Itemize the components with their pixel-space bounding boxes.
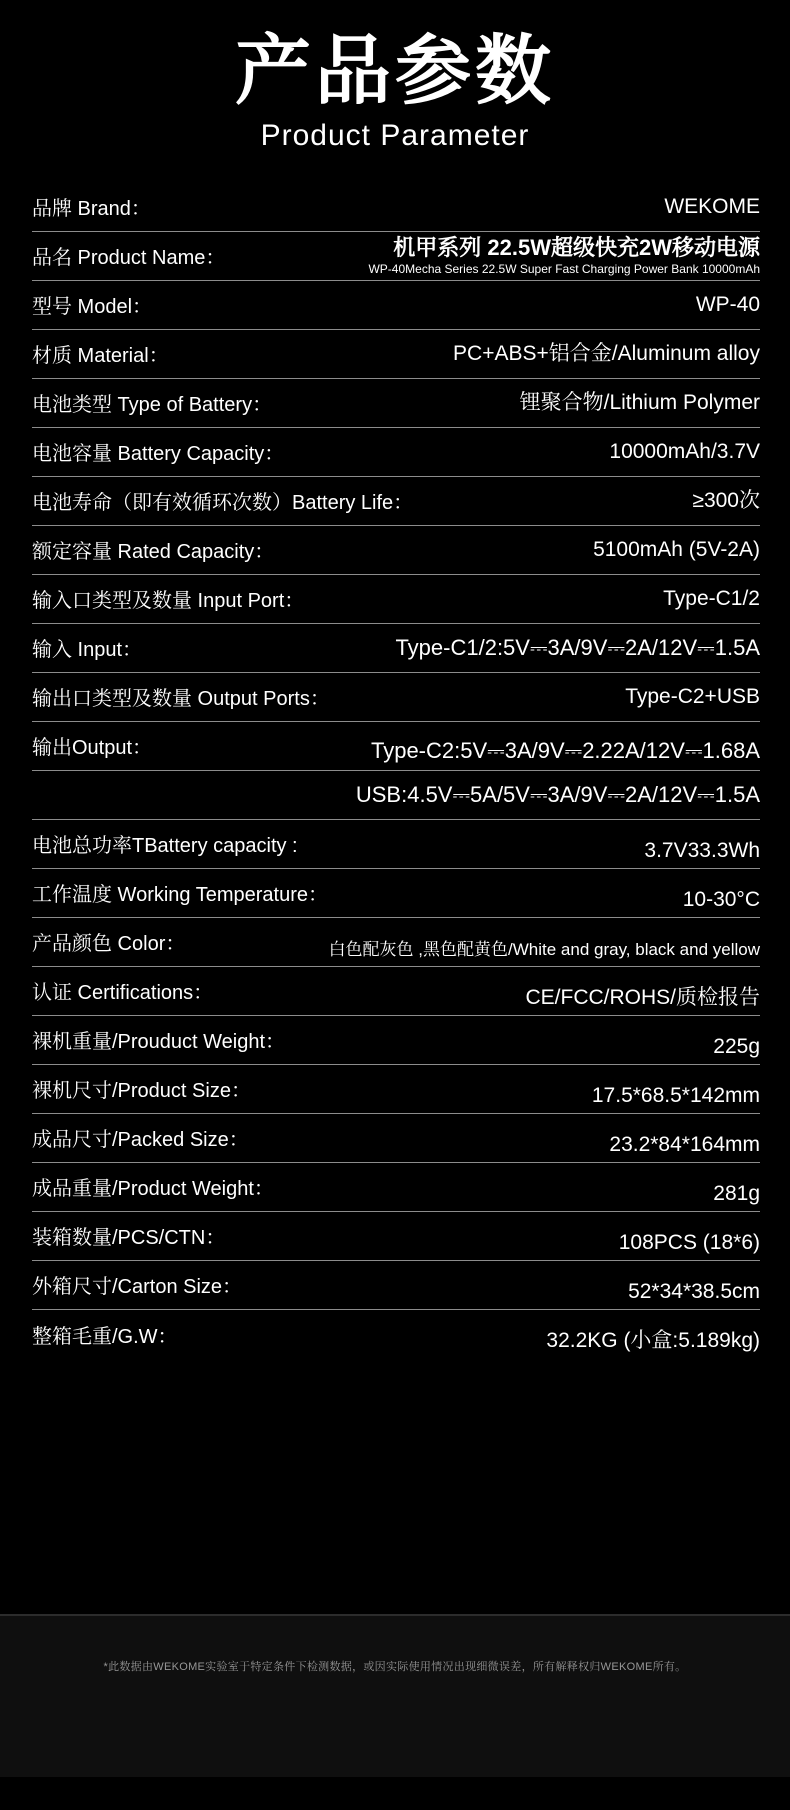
spec-value-main: Type-C1/2 xyxy=(663,586,760,610)
spec-value-main: Type-C2+USB xyxy=(625,684,760,708)
spec-row xyxy=(32,722,760,771)
spec-label: 电池类型 Type of Battery： xyxy=(32,394,273,417)
spec-row xyxy=(32,330,760,379)
spec-row xyxy=(32,379,760,428)
spec-label: 输出Output： xyxy=(32,737,153,760)
spec-value xyxy=(295,1020,760,1060)
spec-row xyxy=(32,1163,760,1212)
spec-value xyxy=(162,292,760,318)
spec-row xyxy=(32,624,760,673)
spec-value-main: 108PCS (18*6) xyxy=(618,1230,760,1254)
spec-value-main: 23.2*84*164mm xyxy=(609,1132,760,1156)
spec-value xyxy=(252,1265,760,1305)
spec-row xyxy=(32,1310,760,1359)
footer xyxy=(0,1614,790,1777)
spec-value xyxy=(314,586,760,612)
spec-row xyxy=(32,1016,760,1065)
spec-value xyxy=(261,1069,760,1109)
spec-value-main: USB:4.5V⎓5A/5V⎓3A/9V⎓2A/12V⎓1.5A xyxy=(355,781,760,807)
spec-value xyxy=(284,537,760,563)
spec-row xyxy=(32,183,760,232)
spec-value-main: 锂聚合物/Lithium Polymer xyxy=(519,390,760,414)
spec-value-main: 5100mAh (5V-2A) xyxy=(593,537,760,561)
spec-label: 成品尺寸/Packed Size： xyxy=(32,1129,249,1152)
spec-value xyxy=(340,684,760,710)
spec-label: 输入口类型及数量 Input Port： xyxy=(32,590,305,613)
spec-row xyxy=(32,526,760,575)
spec-value xyxy=(338,873,760,913)
spec-row xyxy=(32,673,760,722)
spec-label: 整箱毛重/G.W： xyxy=(32,1325,178,1348)
spec-value-main: 3.7V33.3Wh xyxy=(644,838,760,862)
spec-label: 认证 Certifications： xyxy=(32,982,214,1005)
spec-value xyxy=(162,727,760,765)
footer-disclaimer-note: *此数据由WEKOME实验室于特定条件下检测数据，或因实际使用情况出现细微误差，所有解释权归WEKOME所有。 xyxy=(103,1660,687,1673)
spec-value xyxy=(235,234,760,278)
spec-value-sub: WP-40Mecha Series 22.5W Super Fast Charging Power Bank 10000mAh xyxy=(368,262,760,277)
spec-value-main: 10-30°C xyxy=(682,887,760,911)
spec-label: 工作温度 Working Temperature： xyxy=(32,884,329,907)
spec-value-main: 17.5*68.5*142mm xyxy=(591,1083,760,1107)
spec-value-main: 10000mAh/3.7V xyxy=(609,439,760,463)
spec-value xyxy=(308,824,760,864)
page-title-english: Product Parameter xyxy=(260,118,530,152)
spec-row xyxy=(32,1212,760,1261)
spec-value-main: PC+ABS+铝合金/Aluminum alloy xyxy=(453,341,760,365)
spec-row xyxy=(32,428,760,477)
spec-value xyxy=(259,1118,760,1158)
spec-value xyxy=(152,634,760,662)
spec-value xyxy=(195,923,760,960)
spec-value-main: WEKOME xyxy=(664,194,760,218)
spec-value xyxy=(179,341,760,367)
spec-value xyxy=(423,488,760,514)
spec-row xyxy=(32,1114,760,1163)
spec-value xyxy=(294,439,760,465)
spec-value xyxy=(161,194,760,220)
page-title-chinese: 产品参数 xyxy=(235,29,555,114)
spec-value-main: 52*34*38.5cm xyxy=(628,1279,760,1303)
spec-row xyxy=(32,1261,760,1310)
spec-row xyxy=(32,967,760,1016)
spec-row xyxy=(32,771,760,820)
spec-row xyxy=(32,281,760,330)
spec-value-main: 白色配灰色 ,黑色配黄色/White and gray, black and yellow xyxy=(328,940,760,960)
spec-value xyxy=(235,1216,760,1256)
spec-value xyxy=(188,1314,760,1354)
spec-row xyxy=(32,232,760,281)
spec-label: 输入 Input： xyxy=(32,639,143,662)
spec-label: 电池容量 Battery Capacity： xyxy=(32,443,285,466)
spec-value-main: 225g xyxy=(713,1034,760,1058)
spec-row xyxy=(32,918,760,967)
spec-value-main: 32.2KG (小盒:5.189kg) xyxy=(546,1329,760,1353)
spec-value-main: CE/FCC/ROHS/质检报告 xyxy=(525,985,760,1009)
spec-value-main: ≥300次 xyxy=(692,488,760,512)
spec-label: 裸机尺寸/Product Size： xyxy=(32,1080,251,1103)
spec-value-main: 281g xyxy=(713,1181,760,1205)
spec-value-main: Type-C1/2:5V⎓3A/9V⎓2A/12V⎓1.5A xyxy=(395,634,760,660)
spec-value-main: WP-40 xyxy=(695,292,760,316)
spec-value xyxy=(282,390,760,416)
spec-value xyxy=(223,971,760,1011)
spec-label: 电池寿命（即有效循环次数）Battery Life： xyxy=(32,492,414,515)
spec-label: 输出口类型及数量 Output Ports： xyxy=(32,688,330,711)
spec-label: 成品重量/Product Weight： xyxy=(32,1178,274,1201)
spec-label: 裸机重量/Prouduct Weight： xyxy=(32,1031,286,1054)
spec-value xyxy=(284,1167,760,1207)
spec-row xyxy=(32,820,760,869)
spec-table xyxy=(32,183,760,1359)
spec-value-main: 机甲系列 22.5W超级快充2W移动电源 xyxy=(393,234,760,260)
spec-label: 材质 Material： xyxy=(32,345,169,368)
page-header xyxy=(0,0,790,153)
spec-label: 电池总功率TBattery capacity : xyxy=(32,835,298,858)
spec-value-main: Type-C2:5V⎓3A/9V⎓2.22A/12V⎓1.68A xyxy=(370,737,760,763)
spec-label: 装箱数量/PCS/CTN： xyxy=(32,1227,226,1250)
spec-row xyxy=(32,1065,760,1114)
spec-label: 品名 Product Name： xyxy=(32,247,226,270)
spec-row xyxy=(32,869,760,918)
spec-row xyxy=(32,477,760,526)
spec-label: 型号 Model： xyxy=(32,296,153,319)
spec-label: 产品颜色 Color： xyxy=(32,933,186,956)
spec-label: 品牌 Brand： xyxy=(32,198,151,221)
spec-row xyxy=(32,575,760,624)
spec-value xyxy=(42,781,760,809)
spec-label: 外箱尺寸/Carton Size： xyxy=(32,1276,243,1299)
spec-label: 额定容量 Rated Capacity： xyxy=(32,541,275,564)
